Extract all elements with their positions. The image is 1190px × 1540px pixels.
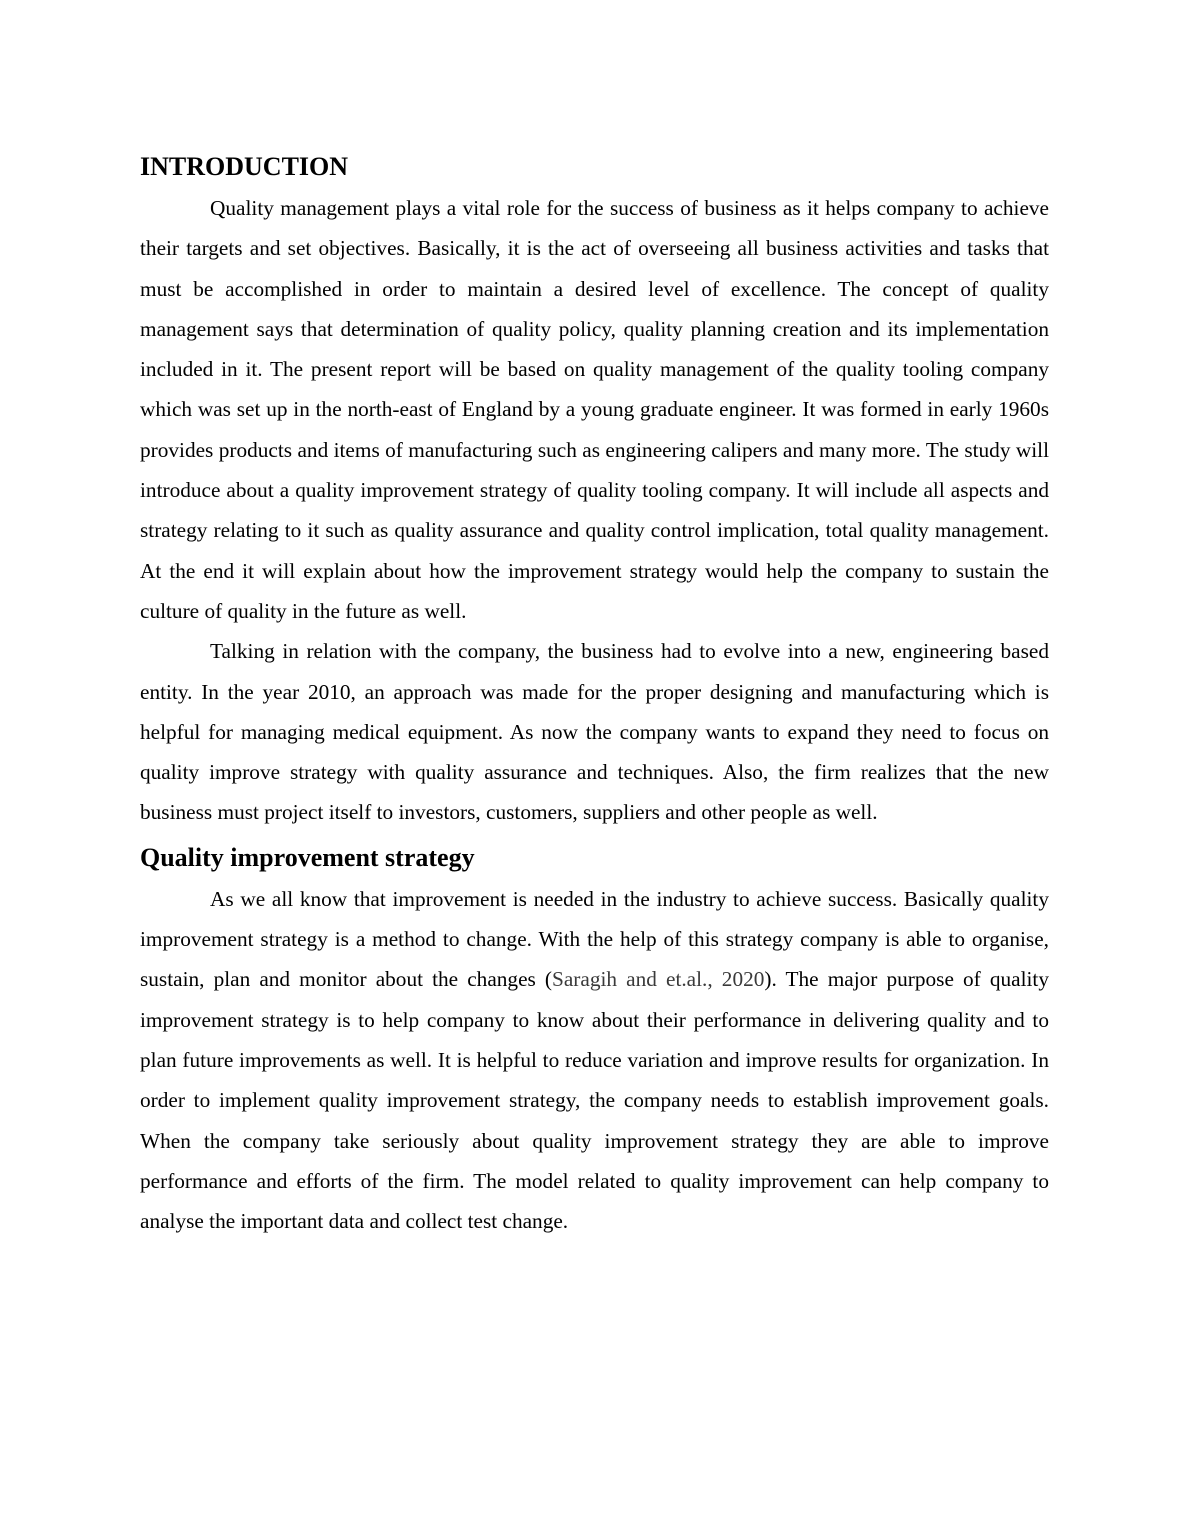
- quality-improvement-strategy-heading: Quality improvement strategy: [140, 842, 475, 872]
- strategy-paragraph-text-start: As we all know that improvement is needed in the industry to achieve success. Basically quality improvement strategy is a method to change. With the help of this strategy company is able to organise, sustain, plan and monitor about the changes (: [140, 886, 1049, 992]
- introduction-heading: INTRODUCTION: [140, 152, 349, 181]
- citation: Saragih and et.al., 2020: [552, 967, 765, 992]
- introduction-paragraph-2: Talking in relation with the company, the business had to evolve into a new, engineering based entity. In the year 2010, an approach was made for the proper designing and manufacturing which is helpful for managing medical equipment. As now the company wants to expand they need to focus on quality improve strategy with quality assurance and techniques. Also, the firm realizes that the new business must project itself to investors, customers, suppliers and other people as well.: [140, 639, 1049, 825]
- strategy-paragraph-text-end: ). The major purpose of quality improvement strategy is to help company to know about their performance in delivering quality and to plan future improvements as well. It is helpful to reduce variation and improve results for organization. In order to implement quality improvement strategy, the company needs to establish improvement goals. When the company take seriously about quality improvement strategy they are able to improve performance and efforts of the firm. The model related to quality improvement can help company to analyse the important data and collect test change.: [140, 967, 1049, 1234]
- document-page: [140, 150, 1049, 1241]
- introduction-paragraph-1: Quality management plays a vital role for the success of business as it helps company to achieve their targets and set objectives. Basically, it is the act of overseeing all business activities and tasks that must be accomplished in order to maintain a desired level of excellence. The concept of quality management says that determination of quality policy, quality planning creation and its implementation included in it. The present report will be based on quality management of the quality tooling company which was set up in the north-east of England by a young graduate engineer. It was formed in early 1960s provides products and items of manufacturing such as engineering calipers and many more. The study will introduce about a quality improvement strategy of quality tooling company. It will include all aspects and strategy relating to it such as quality assurance and quality control implication, total quality management. At the end it will explain about how the improvement strategy would help the company to sustain the culture of quality in the future as well.: [140, 196, 1049, 623]
- strategy-paragraph-1: [140, 879, 1049, 1242]
